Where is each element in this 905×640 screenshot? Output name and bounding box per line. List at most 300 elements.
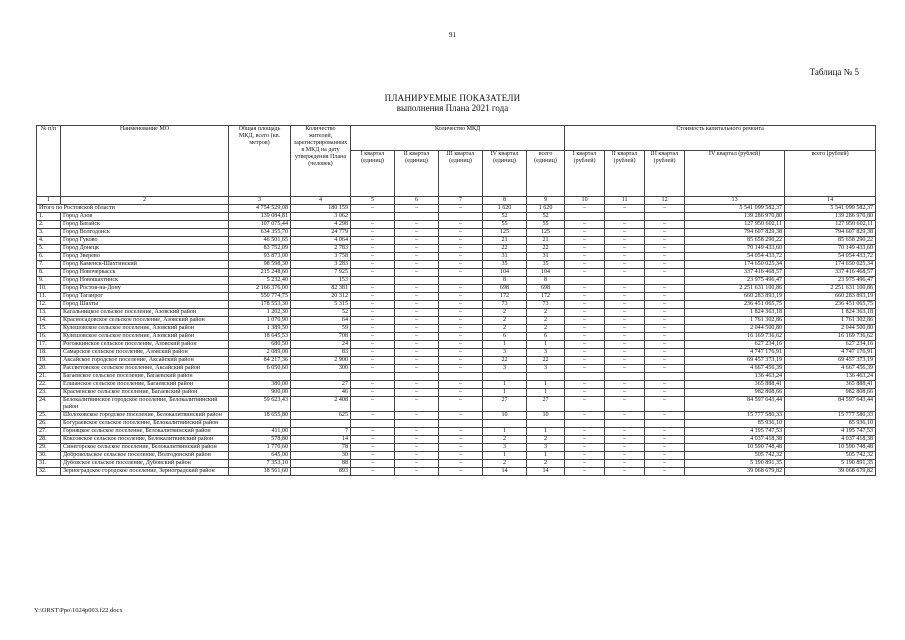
- table-cell: 22: [483, 245, 527, 253]
- table-cell: 32.: [37, 468, 61, 476]
- table-cell: –: [645, 412, 685, 420]
- table-cell: 5.: [37, 245, 61, 253]
- table-cell: 3 283: [291, 261, 351, 269]
- table-cell: –: [605, 301, 645, 309]
- table-cell: –: [395, 333, 439, 341]
- table-cell: 3 758: [291, 253, 351, 261]
- table-cell: 83 752,09: [229, 245, 291, 253]
- table-cell: –: [395, 229, 439, 237]
- table-cell: 178 553,30: [229, 301, 291, 309]
- table-cell: –: [395, 468, 439, 476]
- table-cell: 7 925: [291, 269, 351, 277]
- table-cell: 1: [527, 428, 565, 436]
- table-row: [37, 412, 876, 420]
- table-cell: 365 888,41: [685, 381, 785, 389]
- table-cell: 7.: [37, 261, 61, 269]
- table-cell: 1: [527, 381, 565, 389]
- table-cell: –: [439, 245, 483, 253]
- table-cell: 2: [527, 460, 565, 468]
- table-cell: –: [605, 460, 645, 468]
- table-cell: 85 658 290,22: [785, 237, 876, 245]
- table-cell: –: [645, 381, 685, 389]
- table-cell: –: [351, 341, 395, 349]
- table-cell: [605, 373, 645, 381]
- table-cell: –: [565, 460, 605, 468]
- table-cell: –: [645, 301, 685, 309]
- table-row: [37, 389, 876, 397]
- table-cell: –: [351, 381, 395, 389]
- table-cell: 125: [527, 229, 565, 237]
- table-cell: 25.: [37, 412, 61, 420]
- table-row: [37, 381, 876, 389]
- table-cell: 7 353,10: [229, 460, 291, 468]
- header-q3-units: III квартал (единиц): [439, 150, 483, 196]
- table-cell: –: [565, 245, 605, 253]
- table-cell: –: [645, 317, 685, 325]
- table-cell: 794 607 829,38: [685, 229, 785, 237]
- table-cell: Кулешовское сельское поселение, Азовский район: [61, 333, 229, 341]
- table-cell: –: [605, 468, 645, 476]
- table-cell: 153: [291, 277, 351, 285]
- table-cell: –: [565, 325, 605, 333]
- table-cell: Город Зверево: [61, 253, 229, 261]
- table-cell: Горняцкое сельское поселение, Белокалитвинский район: [61, 428, 229, 436]
- table-cell: –: [605, 285, 645, 293]
- table-cell: 5 190 891,35: [785, 460, 876, 468]
- table-row: [37, 229, 876, 237]
- table-cell: –: [439, 229, 483, 237]
- table-cell: 1 202,30: [229, 309, 291, 317]
- table-cell: 136 463,24: [685, 373, 785, 381]
- header-total-rub: всего (рублей): [785, 150, 876, 196]
- table-cell: –: [439, 468, 483, 476]
- table-cell: 625: [291, 412, 351, 420]
- column-number: 1: [37, 197, 61, 205]
- table-cell: 1: [527, 452, 565, 460]
- table-cell: –: [351, 333, 395, 341]
- table-cell: 18 561,60: [229, 468, 291, 476]
- table-cell: –: [565, 293, 605, 301]
- table-row: [37, 253, 876, 261]
- table-cell: 2: [483, 325, 527, 333]
- table-cell: –: [395, 205, 439, 213]
- table-cell: –: [351, 349, 395, 357]
- header-total-units: всего (единиц): [527, 150, 565, 196]
- table-cell: 4 754 529,08: [229, 205, 291, 213]
- table-row: [37, 325, 876, 333]
- table-cell: –: [645, 333, 685, 341]
- table-cell: –: [439, 309, 483, 317]
- table-cell: 1: [527, 389, 565, 397]
- header-q2-rub: II квартал (рублей): [605, 150, 645, 196]
- table-row: [37, 452, 876, 460]
- table-cell: –: [439, 365, 483, 373]
- table-cell: –: [645, 452, 685, 460]
- table-cell: –: [565, 365, 605, 373]
- table-cell: 13.: [37, 309, 61, 317]
- table-cell: [605, 213, 645, 221]
- table-cell: 10: [527, 412, 565, 420]
- table-cell: –: [605, 381, 645, 389]
- table-cell: 93 873,00: [229, 253, 291, 261]
- table-cell: –: [645, 309, 685, 317]
- table-cell: 172: [483, 293, 527, 301]
- table-cell: 18 655,80: [229, 412, 291, 420]
- table-cell: –: [645, 397, 685, 412]
- table-cell: 39 068 679,82: [785, 468, 876, 476]
- table-cell: 27: [291, 381, 351, 389]
- table-cell: –: [351, 301, 395, 309]
- table-cell: –: [605, 261, 645, 269]
- table-cell: Дубовское сельское поселение, Дубовский район: [61, 460, 229, 468]
- table-cell: 54 054 433,72: [785, 253, 876, 261]
- table-cell: –: [439, 397, 483, 412]
- column-number: 9: [527, 197, 565, 205]
- table-cell: –: [395, 436, 439, 444]
- table-cell: 22: [483, 357, 527, 365]
- table-cell: –: [395, 365, 439, 373]
- table-cell: 54 054 433,72: [685, 253, 785, 261]
- table-cell: [483, 420, 527, 428]
- table-cell: –: [395, 444, 439, 452]
- table-cell: 1: [483, 452, 527, 460]
- table-cell: –: [645, 389, 685, 397]
- column-number: 14: [785, 197, 876, 205]
- table-cell: 19.: [37, 357, 61, 365]
- table-row: [37, 349, 876, 357]
- table-cell: –: [605, 293, 645, 301]
- table-cell: 337 416 468,57: [685, 269, 785, 277]
- table-cell: 35: [483, 261, 527, 269]
- table-cell: –: [395, 381, 439, 389]
- table-cell: 20 312: [291, 293, 351, 301]
- table-cell: 127 950 602,11: [685, 221, 785, 229]
- table-cell: 6: [527, 333, 565, 341]
- table-cell: 4 667 456,39: [785, 365, 876, 373]
- table-cell: –: [439, 325, 483, 333]
- table-cell: –: [645, 325, 685, 333]
- table-cell: 2 044 500,80: [685, 325, 785, 333]
- table-cell: 18 645,53: [229, 333, 291, 341]
- table-cell: 31.: [37, 460, 61, 468]
- table-cell: Шолоховское городское поселение, Белокалитвинский район: [61, 412, 229, 420]
- table-cell: 172: [527, 293, 565, 301]
- header-cost-group: Стоимость капитального ремонта: [565, 126, 876, 151]
- table-cell: –: [565, 397, 605, 412]
- table-cell: –: [395, 221, 439, 229]
- table-cell: –: [565, 428, 605, 436]
- table-cell: 21.: [37, 373, 61, 381]
- table-row: [37, 428, 876, 436]
- table-cell: 125: [483, 229, 527, 237]
- table-cell: 55: [527, 221, 565, 229]
- table-cell: –: [351, 468, 395, 476]
- total-row: [37, 205, 876, 213]
- table-cell: 15 777 580,33: [785, 412, 876, 420]
- table-cell: [439, 213, 483, 221]
- column-number: 5: [351, 197, 395, 205]
- table-cell: –: [351, 293, 395, 301]
- table-cell: 139 084,81: [229, 213, 291, 221]
- table-cell: –: [395, 245, 439, 253]
- table-cell: 14: [291, 436, 351, 444]
- table-cell: 23 975 496,47: [685, 277, 785, 285]
- column-number: 7: [439, 197, 483, 205]
- table-cell: 174 650 025,34: [785, 261, 876, 269]
- table-cell: –: [395, 452, 439, 460]
- table-cell: –: [645, 229, 685, 237]
- table-cell: 22: [527, 357, 565, 365]
- table-cell: 5 315: [291, 301, 351, 309]
- table-cell: Белокалитвинское городское поселение, Белокалитвинский район: [61, 397, 229, 412]
- table-cell: Рогожкинское сельское поселение, Азовский район: [61, 341, 229, 349]
- table-cell: 46: [291, 389, 351, 397]
- table-cell: –: [565, 357, 605, 365]
- header-name: Наименование МО: [61, 126, 229, 197]
- column-number: 10: [565, 197, 605, 205]
- column-number: 3: [229, 197, 291, 205]
- table-cell: 1 389,50: [229, 325, 291, 333]
- column-number: 8: [483, 197, 527, 205]
- table-cell: –: [439, 253, 483, 261]
- table-row: [37, 237, 876, 245]
- table-cell: –: [395, 293, 439, 301]
- table-cell: –: [351, 253, 395, 261]
- table-cell: –: [351, 325, 395, 333]
- table-cell: 7: [291, 428, 351, 436]
- table-cell: 4 195 747,53: [685, 428, 785, 436]
- table-cell: 2 251 631 100,86: [685, 285, 785, 293]
- table-cell: –: [605, 309, 645, 317]
- table-cell: Город Батайск: [61, 221, 229, 229]
- table-cell: 15.: [37, 325, 61, 333]
- table-cell: 31: [483, 253, 527, 261]
- table-cell: 5 190 891,35: [685, 460, 785, 468]
- table-cell: –: [395, 317, 439, 325]
- table-cell: 24.: [37, 397, 61, 412]
- table-cell: –: [565, 389, 605, 397]
- table-cell: 69 457 373,19: [685, 357, 785, 365]
- table-cell: 83: [291, 349, 351, 357]
- table-cell: 550 774,75: [229, 293, 291, 301]
- table-row: [37, 301, 876, 309]
- table-cell: –: [351, 444, 395, 452]
- table-cell: 10 590 748,48: [785, 444, 876, 452]
- table-cell: 411,00: [229, 428, 291, 436]
- table-cell: 645,00: [229, 452, 291, 460]
- table-cell: –: [565, 468, 605, 476]
- table-cell: 337 416 468,57: [785, 269, 876, 277]
- table-cell: 21: [483, 237, 527, 245]
- table-cell: –: [565, 301, 605, 309]
- table-cell: 1 761 302,86: [785, 317, 876, 325]
- table-cell: –: [565, 436, 605, 444]
- table-row: [37, 468, 876, 476]
- footer-file-path: Y:\ORST\Ppo\1024p003.f22.docx: [34, 607, 123, 614]
- table-cell: 1 824 363,18: [685, 309, 785, 317]
- table-row: [37, 213, 876, 221]
- table-cell: –: [645, 468, 685, 476]
- table-cell: 2.: [37, 221, 61, 229]
- table-cell: –: [645, 444, 685, 452]
- table-row: [37, 293, 876, 301]
- table-cell: –: [351, 365, 395, 373]
- table-cell: –: [439, 269, 483, 277]
- table-cell: 52: [483, 213, 527, 221]
- table-row: [37, 333, 876, 341]
- table-cell: –: [645, 221, 685, 229]
- column-number: 11: [605, 197, 645, 205]
- table-cell: 4 037 418,38: [785, 436, 876, 444]
- table-cell: –: [439, 205, 483, 213]
- table-cell: 627 234,16: [785, 341, 876, 349]
- table-cell: 11.: [37, 293, 61, 301]
- table-cell: –: [351, 261, 395, 269]
- table-cell: 1: [483, 381, 527, 389]
- table-cell: [351, 277, 395, 285]
- table-cell: 2: [527, 436, 565, 444]
- table-cell: –: [565, 349, 605, 357]
- table-cell: 24: [291, 341, 351, 349]
- table-cell: –: [645, 357, 685, 365]
- table-cell: –: [351, 460, 395, 468]
- table-row: [37, 373, 876, 381]
- table-cell: 365 888,41: [785, 381, 876, 389]
- table-row: [37, 460, 876, 468]
- table-cell: 64: [291, 317, 351, 325]
- table-cell: 29.: [37, 444, 61, 452]
- table-cell: [645, 213, 685, 221]
- table-body: [37, 205, 876, 476]
- table-cell: 3: [483, 444, 527, 452]
- table-cell: [565, 420, 605, 428]
- table-cell: 23 975 496,47: [785, 277, 876, 285]
- table-cell: 14: [527, 468, 565, 476]
- table-cell: 627 234,16: [685, 341, 785, 349]
- table-cell: –: [439, 261, 483, 269]
- table-cell: –: [645, 245, 685, 253]
- table-row: [37, 341, 876, 349]
- table-cell: –: [605, 333, 645, 341]
- table-cell: 8: [483, 277, 527, 285]
- table-cell: Рассветовское сельское поселение, Аксайский район: [61, 365, 229, 373]
- table-cell: [527, 420, 565, 428]
- table-cell: 4 037 418,38: [685, 436, 785, 444]
- table-cell: –: [439, 301, 483, 309]
- table-cell: –: [565, 229, 605, 237]
- table-cell: 505 742,32: [785, 452, 876, 460]
- table-cell: [565, 373, 605, 381]
- table-cell: 505 742,32: [685, 452, 785, 460]
- table-cell: [605, 277, 645, 285]
- table-cell: –: [351, 452, 395, 460]
- table-cell: –: [605, 349, 645, 357]
- table-cell: –: [645, 285, 685, 293]
- table-cell: –: [605, 317, 645, 325]
- table-cell: [439, 420, 483, 428]
- table-cell: Город Каменск-Шахтинский: [61, 261, 229, 269]
- header-q2-units: II квартал (единиц): [395, 150, 439, 196]
- table-cell: 3: [527, 444, 565, 452]
- table-cell: 794 607 829,38: [785, 229, 876, 237]
- table-cell: 1: [483, 389, 527, 397]
- table-cell: [351, 373, 395, 381]
- table-cell: –: [395, 412, 439, 420]
- table-cell: –: [351, 285, 395, 293]
- table-cell: –: [605, 205, 645, 213]
- table-cell: 70 149 433,60: [685, 245, 785, 253]
- table-cell: –: [439, 333, 483, 341]
- table-row: [37, 317, 876, 325]
- table-cell: –: [605, 237, 645, 245]
- table-cell: [439, 277, 483, 285]
- table-cell: 2 783: [291, 245, 351, 253]
- table-cell: Багаевское сельское поселение, Багаевский район: [61, 373, 229, 381]
- table-cell: –: [439, 357, 483, 365]
- table-cell: –: [439, 436, 483, 444]
- table-cell: 660 283 893,19: [685, 293, 785, 301]
- table-cell: –: [395, 460, 439, 468]
- table-cell: –: [645, 365, 685, 373]
- header-q3-rub: III квартал (рублей): [645, 150, 685, 196]
- table-cell: 1 770,60: [229, 444, 291, 452]
- table-cell: –: [605, 436, 645, 444]
- table-cell: 4.: [37, 237, 61, 245]
- table-cell: Аксайское городское поселение, Аксайский район: [61, 357, 229, 365]
- table-cell: –: [351, 357, 395, 365]
- table-cell: 8: [527, 277, 565, 285]
- table-cell: 1 070,90: [229, 317, 291, 325]
- table-cell: 2 044 500,80: [785, 325, 876, 333]
- table-cell: 30: [291, 452, 351, 460]
- table-cell: –: [605, 245, 645, 253]
- table-cell: Кагальницкое сельское поселение, Азовский район: [61, 309, 229, 317]
- table-cell: Самарское сельское поселение, Азовский район: [61, 349, 229, 357]
- table-cell: 2: [527, 325, 565, 333]
- table-row: [37, 221, 876, 229]
- table-cell: [605, 420, 645, 428]
- table-cell: 139 286 970,80: [685, 213, 785, 221]
- table-cell: 634 355,70: [229, 229, 291, 237]
- table-cell: –: [351, 269, 395, 277]
- table-cell: 4 747 176,91: [685, 349, 785, 357]
- table-cell: 27: [527, 397, 565, 412]
- table-cell: 104: [483, 269, 527, 277]
- table-cell: 84 597 643,44: [785, 397, 876, 412]
- table-cell: –: [351, 237, 395, 245]
- table-cell: –: [605, 221, 645, 229]
- table-cell: [351, 213, 395, 221]
- table-cell: 4 747 176,91: [785, 349, 876, 357]
- table-cell: 2: [483, 309, 527, 317]
- column-number-row: [37, 197, 876, 205]
- header-q4-units: IV квартал (единиц): [483, 150, 527, 196]
- page-title: ПЛАНИРУЕМЫЕ ПОКАЗАТЕЛИ: [384, 93, 521, 103]
- table-cell: –: [395, 397, 439, 412]
- table-cell: Богураевское сельское поселение, Белокалитвинский район: [61, 420, 229, 428]
- table-cell: [395, 213, 439, 221]
- table-cell: 14.: [37, 317, 61, 325]
- table-cell: –: [565, 452, 605, 460]
- table-cell: –: [439, 349, 483, 357]
- table-cell: 2: [527, 309, 565, 317]
- table-cell: –: [395, 325, 439, 333]
- table-cell: 10.: [37, 285, 61, 293]
- table-cell: 88: [291, 460, 351, 468]
- table-cell: 22.: [37, 381, 61, 389]
- table-cell: 52: [527, 213, 565, 221]
- table-cell: 2: [527, 317, 565, 325]
